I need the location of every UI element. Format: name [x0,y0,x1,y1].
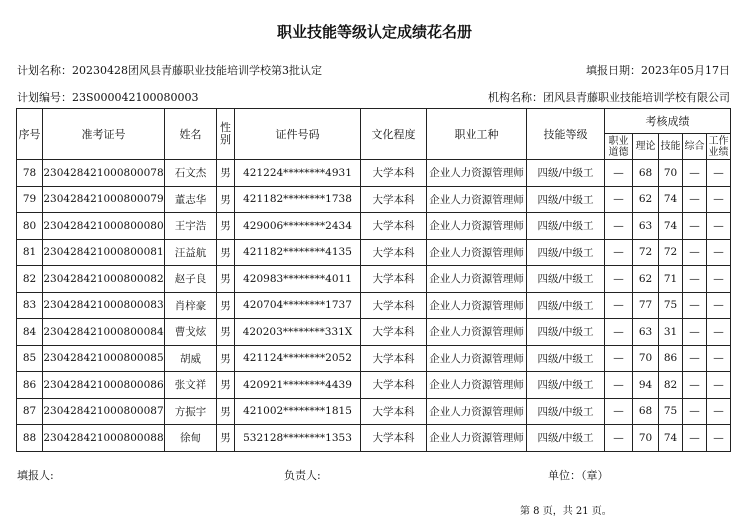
cell-occupation: 企业人力资源管理师 [427,160,527,187]
cell-seq: 87 [17,398,43,425]
cell-occupation: 企业人力资源管理师 [427,372,527,399]
cell-name: 肖梓豪 [165,292,217,319]
cell-occupation: 企业人力资源管理师 [427,319,527,346]
cell-ethics: — [605,319,633,346]
cell-skill: 75 [659,292,683,319]
cell-skill: 75 [659,398,683,425]
cell-id-no: 420203********331X [235,319,361,346]
cell-id-no: 421124********2052 [235,345,361,372]
cell-seq: 78 [17,160,43,187]
cell-overall: — [683,425,707,452]
cell-gender: 男 [217,186,235,213]
cell-ethics: — [605,160,633,187]
cell-id-no: 429006********2434 [235,213,361,240]
cell-gender: 男 [217,425,235,452]
cell-skill-level: 四级/中级工 [527,160,605,187]
cell-gender: 男 [217,345,235,372]
cell-performance: — [707,160,731,187]
cell-ethics: — [605,186,633,213]
header-skill: 技能 [659,134,683,160]
cell-overall: — [683,345,707,372]
cell-id-no: 420921********4439 [235,372,361,399]
cell-performance: — [707,425,731,452]
cell-exam-no: 230428421000800079 [43,186,165,213]
cell-seq: 85 [17,345,43,372]
cell-education: 大学本科 [361,345,427,372]
cell-education: 大学本科 [361,160,427,187]
cell-exam-no: 230428421000800080 [43,213,165,240]
table-row [17,345,731,372]
cell-id-no: 532128********1353 [235,425,361,452]
cell-gender: 男 [217,292,235,319]
cell-occupation: 企业人力资源管理师 [427,425,527,452]
header-gender: 性别 [217,109,235,160]
cell-skill-level: 四级/中级工 [527,239,605,266]
page-title: 职业技能等级认定成绩花名册 [276,23,472,41]
header-exam-no: 准考证号 [43,109,165,160]
cell-ethics: — [605,213,633,240]
responsible-label: 负责人: [284,469,321,482]
table-row [17,186,731,213]
cell-skill-level: 四级/中级工 [527,186,605,213]
cell-exam-no: 230428421000800086 [43,372,165,399]
cell-skill: 71 [659,266,683,293]
cell-gender: 男 [217,398,235,425]
cell-occupation: 企业人力资源管理师 [427,186,527,213]
cell-theory: 63 [633,213,659,240]
cell-skill: 72 [659,239,683,266]
cell-theory: 77 [633,292,659,319]
cell-ethics: — [605,398,633,425]
cell-seq: 80 [17,213,43,240]
cell-overall: — [683,239,707,266]
header-education: 文化程度 [361,109,427,160]
cell-skill-level: 四级/中级工 [527,292,605,319]
cell-skill-level: 四级/中级工 [527,319,605,346]
table-row [17,213,731,240]
cell-name: 石文杰 [165,160,217,187]
plan-name: 计划名称：20230428团风县青藤职业技能培训学校第3批认定 [17,64,322,77]
cell-occupation: 企业人力资源管理师 [427,292,527,319]
cell-performance: — [707,266,731,293]
header-ethics: 职业道德 [605,134,633,160]
cell-exam-no: 230428421000800081 [43,239,165,266]
cell-id-no: 421224********4931 [235,160,361,187]
cell-id-no: 421002********1815 [235,398,361,425]
cell-education: 大学本科 [361,398,427,425]
cell-education: 大学本科 [361,292,427,319]
cell-performance: — [707,398,731,425]
cell-performance: — [707,319,731,346]
cell-overall: — [683,292,707,319]
header-occupation: 职业工种 [427,109,527,160]
cell-skill: 86 [659,345,683,372]
cell-skill: 74 [659,425,683,452]
cell-performance: — [707,292,731,319]
cell-gender: 男 [217,213,235,240]
header-theory: 理论 [633,134,659,160]
cell-performance: — [707,213,731,240]
cell-id-no: 420983********4011 [235,266,361,293]
cell-performance: — [707,372,731,399]
cell-gender: 男 [217,372,235,399]
cell-theory: 70 [633,345,659,372]
cell-skill-level: 四级/中级工 [527,266,605,293]
cell-theory: 70 [633,425,659,452]
cell-theory: 62 [633,186,659,213]
cell-name: 方振宇 [165,398,217,425]
cell-education: 大学本科 [361,319,427,346]
table-row [17,160,731,187]
cell-theory: 62 [633,266,659,293]
table-row [17,266,731,293]
cell-theory: 68 [633,160,659,187]
page-indicator: 第 8 页，共 21 页。 [520,506,612,517]
cell-ethics: — [605,292,633,319]
cell-overall: — [683,266,707,293]
cell-occupation: 企业人力资源管理师 [427,345,527,372]
organization-name: 机构名称：团风县青藤职业技能培训学校有限公司 [488,91,730,104]
cell-overall: — [683,319,707,346]
cell-name: 胡威 [165,345,217,372]
filled-by-label: 填报人: [17,469,54,482]
cell-ethics: — [605,239,633,266]
header-seq: 序号 [17,109,43,160]
cell-education: 大学本科 [361,213,427,240]
cell-skill-level: 四级/中级工 [527,345,605,372]
cell-name: 赵子良 [165,266,217,293]
cell-ethics: — [605,266,633,293]
cell-name: 王宇浩 [165,213,217,240]
unit-seal-label: 单位：（章） [548,469,609,482]
cell-id-no: 421182********4135 [235,239,361,266]
cell-name: 曹戈炫 [165,319,217,346]
cell-education: 大学本科 [361,186,427,213]
cell-performance: — [707,239,731,266]
cell-education: 大学本科 [361,425,427,452]
cell-performance: — [707,186,731,213]
cell-id-no: 420704********1737 [235,292,361,319]
cell-theory: 94 [633,372,659,399]
table-row [17,372,731,399]
cell-overall: — [683,398,707,425]
cell-gender: 男 [217,239,235,266]
cell-name: 董志华 [165,186,217,213]
cell-skill: 74 [659,213,683,240]
cell-seq: 83 [17,292,43,319]
score-roster-table [16,108,731,452]
cell-theory: 63 [633,319,659,346]
header-id-no: 证件号码 [235,109,361,160]
cell-name: 徐甸 [165,425,217,452]
cell-education: 大学本科 [361,372,427,399]
cell-exam-no: 230428421000800088 [43,425,165,452]
cell-gender: 男 [217,160,235,187]
cell-overall: — [683,160,707,187]
cell-performance: — [707,345,731,372]
cell-ethics: — [605,345,633,372]
cell-skill: 70 [659,160,683,187]
cell-seq: 88 [17,425,43,452]
cell-exam-no: 230428421000800085 [43,345,165,372]
cell-gender: 男 [217,319,235,346]
cell-occupation: 企业人力资源管理师 [427,398,527,425]
cell-overall: — [683,372,707,399]
cell-gender: 男 [217,266,235,293]
cell-skill-level: 四级/中级工 [527,213,605,240]
header-performance: 工作业绩 [708,135,729,158]
cell-exam-no: 230428421000800084 [43,319,165,346]
header-scores: 考核成绩 [605,109,731,134]
header-skill-level: 技能等级 [527,109,605,160]
cell-occupation: 企业人力资源管理师 [427,213,527,240]
cell-occupation: 企业人力资源管理师 [427,266,527,293]
cell-seq: 79 [17,186,43,213]
cell-ethics: — [605,425,633,452]
cell-theory: 72 [633,239,659,266]
cell-education: 大学本科 [361,239,427,266]
cell-skill: 31 [659,319,683,346]
table-row [17,319,731,346]
cell-exam-no: 230428421000800082 [43,266,165,293]
cell-name: 张文祥 [165,372,217,399]
cell-occupation: 企业人力资源管理师 [427,239,527,266]
cell-seq: 81 [17,239,43,266]
table-row [17,292,731,319]
cell-exam-no: 230428421000800083 [43,292,165,319]
cell-name: 汪益航 [165,239,217,266]
cell-theory: 68 [633,398,659,425]
cell-skill: 74 [659,186,683,213]
table-row [17,398,731,425]
cell-seq: 86 [17,372,43,399]
plan-number: 计划编号：23S000042100080003 [17,91,199,104]
cell-education: 大学本科 [361,266,427,293]
table-row [17,239,731,266]
cell-skill-level: 四级/中级工 [527,425,605,452]
header-overall: 综合 [683,134,707,160]
cell-overall: — [683,186,707,213]
cell-exam-no: 230428421000800078 [43,160,165,187]
cell-id-no: 421182********1738 [235,186,361,213]
cell-seq: 82 [17,266,43,293]
cell-overall: — [683,213,707,240]
cell-ethics: — [605,372,633,399]
cell-skill-level: 四级/中级工 [527,398,605,425]
cell-skill-level: 四级/中级工 [527,372,605,399]
cell-skill: 82 [659,372,683,399]
report-date: 填报日期：2023年05月17日 [586,64,730,77]
cell-exam-no: 230428421000800087 [43,398,165,425]
header-name: 姓名 [165,109,217,160]
cell-seq: 84 [17,319,43,346]
table-row [17,425,731,452]
